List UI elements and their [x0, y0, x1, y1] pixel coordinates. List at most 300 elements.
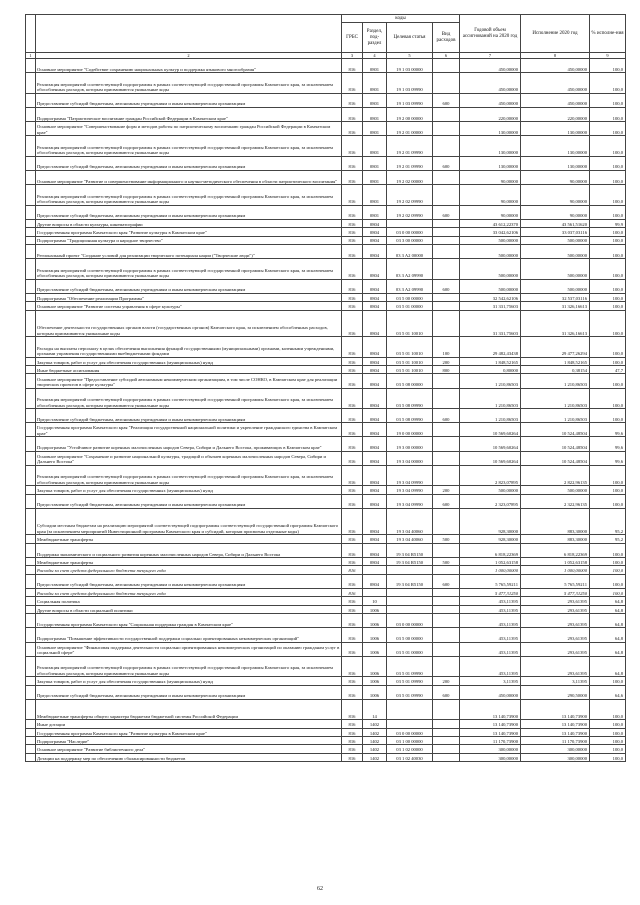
- row-grbs: 816: [342, 219, 363, 227]
- row-name: Дотации на поддержку мер по обеспечению сбалансированности бюджетов: [36, 753, 342, 761]
- row-num: [26, 728, 36, 736]
- row-num: [26, 374, 36, 388]
- row-target: [387, 699, 433, 720]
- grbs-header: ГРБС: [342, 23, 363, 53]
- row-grbs: 816: [342, 728, 363, 736]
- row-name: Реализация мероприятий соответствующей подпрограммы в рамках соответствующей государственной программы Камчатского края, за исключением обособленных расходов, которым присваиваются уникальные коды: [36, 465, 342, 486]
- vid-header: Вид расходов: [433, 23, 460, 53]
- row-annual: 13 140,73900: [460, 699, 521, 720]
- row-grbs: 816: [342, 366, 363, 374]
- row-grbs: 816: [342, 279, 363, 293]
- row-num: [26, 293, 36, 301]
- row-num: [26, 205, 36, 219]
- table-row: [26, 437, 626, 451]
- row-pct: 100,0: [590, 494, 626, 508]
- row-annual: 10 569,60264: [460, 437, 521, 451]
- row-exec: 10 524,48504: [521, 437, 590, 451]
- row-annual: 1 848,52165: [460, 357, 521, 365]
- table-row: [26, 656, 626, 677]
- row-pct: 100,0: [590, 122, 626, 136]
- row-name: Иные бюджетные ассигнования: [36, 366, 342, 374]
- row-num: [26, 236, 36, 244]
- row-annual: 300,00000: [460, 745, 521, 753]
- row-name: Подпрограмма "Повышение эффективности государственной поддержки социально ориентированных некоммерческих организаций": [36, 628, 342, 642]
- row-grbs: 816: [342, 293, 363, 301]
- row-name: Обеспечение деятельности государственных органов власти (государственных органов) Камчатского края, за исключением обособленных расходов, которым присваиваются уникальные коды: [36, 310, 342, 337]
- row-name: Государственная программа Камчатского края "Развитие культуры в Камчатском крае": [36, 728, 342, 736]
- row-num: [26, 310, 36, 337]
- row-vid: [433, 588, 460, 596]
- row-name: Другие вопросы в области социальной политики: [36, 605, 342, 613]
- table-row: [26, 73, 626, 94]
- row-exec: 13 140,73900: [521, 720, 590, 728]
- row-vid: [433, 465, 460, 486]
- row-pct: 100,0: [590, 388, 626, 409]
- row-annual: 130,00000: [460, 136, 521, 157]
- row-vid: [433, 437, 460, 451]
- row-razdel: 1006: [363, 656, 387, 677]
- row-razdel: 10: [363, 597, 387, 605]
- row-target: [387, 219, 433, 227]
- row-exec: 5 765,59211: [521, 574, 590, 588]
- row-vid: 500: [433, 558, 460, 566]
- row-pct: 100,0: [590, 310, 626, 337]
- row-pct: 64,8: [590, 656, 626, 677]
- row-vid: 600: [433, 205, 460, 219]
- row-vid: [433, 728, 460, 736]
- row-exec: 31 326,16613: [521, 310, 590, 337]
- row-vid: [433, 605, 460, 613]
- row-pct: 100,0: [590, 107, 626, 121]
- row-vid: [433, 642, 460, 656]
- row-annual: 450,00000: [460, 59, 521, 73]
- row-name: Расходы за счет средств федерального бюджета текущего года: [36, 566, 342, 574]
- row-vid: [433, 59, 460, 73]
- row-grbs: 816: [342, 236, 363, 244]
- row-grbs: 816: [342, 745, 363, 753]
- row-grbs: 816: [342, 737, 363, 745]
- row-name: Основное мероприятие "Развитие и совершенствование информационного и научно-методического обеспечения в области патриотического воспитания": [36, 170, 342, 184]
- table-row: [26, 259, 626, 280]
- row-exec: 6 818,22369: [521, 543, 590, 557]
- row-grbs: 816: [342, 409, 363, 423]
- row-num: [26, 753, 36, 761]
- row-grbs: 816: [342, 597, 363, 605]
- row-num: [26, 228, 36, 236]
- row-grbs: 816: [342, 388, 363, 409]
- row-razdel: 0804: [363, 388, 387, 409]
- row-grbs: 816: [342, 185, 363, 206]
- row-exec: 500,00000: [521, 259, 590, 280]
- table-row: [26, 170, 626, 184]
- row-annual: 5 765,59211: [460, 574, 521, 588]
- row-num: [26, 59, 36, 73]
- row-annual: 500,00000: [460, 259, 521, 280]
- row-grbs: 816: [342, 720, 363, 728]
- row-razdel: 0804: [363, 423, 387, 437]
- row-grbs: 816: [342, 136, 363, 157]
- table-row: [26, 685, 626, 699]
- row-pct: 100,0: [590, 136, 626, 157]
- row-grbs: 816: [342, 642, 363, 656]
- table-row: [26, 566, 626, 574]
- row-razdel: [363, 566, 387, 574]
- row-name: Поддержка экономического и социального развития коренных малочисленных народов Севера, Сибири и Дальнего Востока: [36, 543, 342, 557]
- razdel-header: Раздел, под-раздел: [363, 23, 387, 53]
- row-name: Основное мероприятие "Совершенствование форм и методов работы по патриотическому воспитанию граждан Российской Федерации в Камчатском крае": [36, 122, 342, 136]
- row-razdel: 0804: [363, 357, 387, 365]
- row-num: [26, 677, 36, 685]
- row-pct: 100,0: [590, 737, 626, 745]
- row-pct: 100,0: [590, 543, 626, 557]
- row-vid: 200: [433, 486, 460, 494]
- row-exec: 2 822,96135: [521, 465, 590, 486]
- row-exec: 10 524,48504: [521, 451, 590, 465]
- row-target: 03 5 01 09990: [387, 685, 433, 699]
- table-row: [26, 535, 626, 543]
- col-number: 5: [387, 53, 433, 59]
- row-pct: 100,0: [590, 374, 626, 388]
- row-grbs: 816: [342, 543, 363, 557]
- row-grbs: 816: [342, 122, 363, 136]
- row-razdel: 0804: [363, 219, 387, 227]
- row-exec: 2 322,96135: [521, 494, 590, 508]
- row-annual: 450,00000: [460, 685, 521, 699]
- row-annual: 130,00000: [460, 156, 521, 170]
- row-pct: 99,6: [590, 423, 626, 437]
- row-razdel: 0801: [363, 156, 387, 170]
- row-num: [26, 409, 36, 423]
- row-vid: [433, 656, 460, 677]
- row-vid: [433, 302, 460, 310]
- row-annual: 453,11395: [460, 628, 521, 642]
- row-annual: 928,30000: [460, 508, 521, 535]
- row-num: [26, 494, 36, 508]
- row-name: Подпрограмма "Традиционная культура и народное творчество": [36, 236, 342, 244]
- table-row: [26, 302, 626, 310]
- row-razdel: 0801: [363, 73, 387, 94]
- col-number: 3: [342, 53, 363, 59]
- row-target: 19 2 01 09990: [387, 136, 433, 157]
- row-razdel: 0804: [363, 310, 387, 337]
- row-pct: 100,0: [590, 337, 626, 358]
- row-name: Межбюджетные трансферты: [36, 535, 342, 543]
- row-annual: 1 052,63158: [460, 558, 521, 566]
- row-grbs: 816: [342, 685, 363, 699]
- table-body: [26, 59, 626, 762]
- row-exec: 500,00000: [521, 486, 590, 494]
- row-target: [387, 605, 433, 613]
- row-pct: 100,0: [590, 185, 626, 206]
- row-target: 19 3 04 40060: [387, 508, 433, 535]
- row-vid: [433, 566, 460, 574]
- row-num: [26, 366, 36, 374]
- row-num: [26, 628, 36, 642]
- row-num: [26, 642, 36, 656]
- row-target: [387, 720, 433, 728]
- row-vid: [433, 423, 460, 437]
- row-num: [26, 597, 36, 605]
- row-num: [26, 451, 36, 465]
- row-exec: 130,00000: [521, 122, 590, 136]
- row-target: 03 5 00 00000: [387, 293, 433, 301]
- row-num: [26, 543, 36, 557]
- row-exec: 1 848,52165: [521, 357, 590, 365]
- row-pct: 99,9: [590, 219, 626, 227]
- row-razdel: 1006: [363, 614, 387, 628]
- row-num: [26, 588, 36, 596]
- row-num: [26, 136, 36, 157]
- row-vid: [433, 259, 460, 280]
- row-target: 03 5 01 09990: [387, 656, 433, 677]
- table-row: [26, 156, 626, 170]
- row-target: 03 5 01 10010: [387, 366, 433, 374]
- row-num: [26, 423, 36, 437]
- row-exec: 290,50000: [521, 685, 590, 699]
- row-pct: 64,8: [590, 597, 626, 605]
- table-row: [26, 293, 626, 301]
- row-vid: [433, 310, 460, 337]
- table-row: [26, 357, 626, 365]
- row-exec: 90,00000: [521, 170, 590, 184]
- row-pct: 64,8: [590, 614, 626, 628]
- row-target: 19 3 04 R5150: [387, 574, 433, 588]
- row-vid: [433, 699, 460, 720]
- row-target: 19 3 04 09990: [387, 486, 433, 494]
- row-num: [26, 508, 36, 535]
- table-row: [26, 279, 626, 293]
- row-target: 03 3 A2 09990: [387, 279, 433, 293]
- table-row: [26, 93, 626, 107]
- row-target: 03 5 01 09990: [387, 677, 433, 685]
- row-exec: 43 561,51620: [521, 219, 590, 227]
- row-razdel: 0804: [363, 228, 387, 236]
- row-vid: [433, 73, 460, 94]
- row-exec: 220,00000: [521, 107, 590, 121]
- row-target: 19 3 04 R5150: [387, 543, 433, 557]
- row-exec: 90,00000: [521, 205, 590, 219]
- row-pct: 100,0: [590, 244, 626, 258]
- row-grbs: 816: [342, 656, 363, 677]
- row-annual: 453,11395: [460, 614, 521, 628]
- row-target: 19 2 02 00000: [387, 170, 433, 184]
- row-name: Основное мероприятие "Финансовая поддержка деятельности социально ориентированных некоммерческих организаций по оказанию гражданам услуг в социальной сфере": [36, 642, 342, 656]
- row-razdel: 0801: [363, 136, 387, 157]
- row-annual: 10 569,60264: [460, 451, 521, 465]
- row-grbs: 816: [342, 566, 363, 574]
- budget-table: [25, 14, 626, 762]
- table-row: [26, 597, 626, 605]
- row-grbs: 816: [342, 59, 363, 73]
- row-grbs: 816: [342, 205, 363, 219]
- row-grbs: 816: [342, 337, 363, 358]
- row-num: [26, 605, 36, 613]
- row-pct: 100,0: [590, 409, 626, 423]
- row-num: [26, 486, 36, 494]
- row-razdel: 1006: [363, 628, 387, 642]
- row-grbs: 816: [342, 605, 363, 613]
- row-name: Предоставление субсидий бюджетным, автономным учреждениям и иным некоммерческим организациям: [36, 494, 342, 508]
- row-num: [26, 259, 36, 280]
- row-exec: 3,11395: [521, 677, 590, 685]
- row-annual: 29 482,43438: [460, 337, 521, 358]
- row-name: Другие вопросы в области культуры, кинематографии: [36, 219, 342, 227]
- table-row: [26, 737, 626, 745]
- table-row: [26, 642, 626, 656]
- row-vid: [433, 219, 460, 227]
- row-num: [26, 574, 36, 588]
- row-grbs: 816: [342, 486, 363, 494]
- row-vid: 200: [433, 677, 460, 685]
- row-name: Подпрограмма "Наследие": [36, 737, 342, 745]
- row-vid: [433, 451, 460, 465]
- row-target: 03 1 02 00000: [387, 745, 433, 753]
- row-target: 19 0 00 00000: [387, 423, 433, 437]
- row-annual: 500,00000: [460, 279, 521, 293]
- row-target: 19 1 03 09990: [387, 93, 433, 107]
- table-row: [26, 451, 626, 465]
- row-annual: 453,11395: [460, 656, 521, 677]
- row-annual: 130,00000: [460, 122, 521, 136]
- row-grbs: 816: [342, 73, 363, 94]
- row-target: 19 3 04 00000: [387, 451, 433, 465]
- row-annual: 90,00000: [460, 170, 521, 184]
- row-pct: 100,0: [590, 228, 626, 236]
- row-vid: [433, 236, 460, 244]
- row-vid: 600: [433, 93, 460, 107]
- table-row: [26, 628, 626, 642]
- row-vid: [433, 228, 460, 236]
- row-annual: 33 042,62106: [460, 228, 521, 236]
- row-grbs: 816: [342, 437, 363, 451]
- row-target: 19 1 03 09990: [387, 73, 433, 94]
- row-razdel: 0801: [363, 107, 387, 121]
- table-row: [26, 508, 626, 535]
- row-grbs: 816: [342, 93, 363, 107]
- row-annual: 13 140,73900: [460, 728, 521, 736]
- row-annual: 3,11395: [460, 677, 521, 685]
- row-vid: [433, 543, 460, 557]
- row-vid: [433, 244, 460, 258]
- row-target: 03 5 01 00000: [387, 302, 433, 310]
- exec-header: Исполнение 2020 год: [521, 15, 590, 53]
- row-pct: 100,0: [590, 720, 626, 728]
- row-pct: 95,2: [590, 508, 626, 535]
- row-target: 03 5 01 10010: [387, 357, 433, 365]
- row-razdel: 0801: [363, 170, 387, 184]
- row-razdel: 1402: [363, 728, 387, 736]
- row-grbs: 816: [342, 423, 363, 437]
- row-pct: 100,0: [590, 753, 626, 761]
- row-pct: 47,7: [590, 366, 626, 374]
- row-grbs: 816: [342, 244, 363, 258]
- row-exec: 1 052,63158: [521, 558, 590, 566]
- row-razdel: 1402: [363, 745, 387, 753]
- row-target: 19 2 02 09990: [387, 205, 433, 219]
- row-razdel: 0804: [363, 374, 387, 388]
- row-name: Реализация мероприятий соответствующей подпрограммы в рамках соответствующей государственной программы Камчатского края, за исключением обособленных расходов, которым присваиваются уникальные коды: [36, 259, 342, 280]
- row-pct: 100,0: [590, 465, 626, 486]
- row-target: 03 3 A2 00000: [387, 244, 433, 258]
- row-target: 19 2 01 09990: [387, 156, 433, 170]
- row-name: Основное мероприятие "Предоставление субсидий автономным некоммерческим организациям, в том числе СОНКО, в Камчатском крае для реализации творческих проектов в сфере культуры": [36, 374, 342, 388]
- row-pct: 64,6: [590, 685, 626, 699]
- row-pct: 100,0: [590, 93, 626, 107]
- row-num: [26, 170, 36, 184]
- row-target: 19 3 04 09990: [387, 494, 433, 508]
- row-target: 19 3 00 00000: [387, 437, 433, 451]
- row-num: [26, 156, 36, 170]
- row-exec: 130,00000: [521, 156, 590, 170]
- row-vid: 600: [433, 409, 460, 423]
- row-razdel: 0804: [363, 558, 387, 566]
- table-row: [26, 728, 626, 736]
- target-header: Целевая статья: [387, 23, 433, 53]
- row-razdel: 0801: [363, 93, 387, 107]
- row-vid: [433, 597, 460, 605]
- col-number: 2: [36, 53, 342, 59]
- row-name: Закупка товаров, работ и услуг для обеспечения государственных (муниципальных) нужд: [36, 486, 342, 494]
- row-pct: 100,0: [590, 566, 626, 574]
- row-pct: 64,8: [590, 642, 626, 656]
- row-grbs: 816: [342, 156, 363, 170]
- table-row: [26, 205, 626, 219]
- row-name: Основное мероприятие "Сохранение и развитие национальной культуры, традиций и обычаев коренных малочисленных народов Севера, Сибири и Дальнего Востока": [36, 451, 342, 465]
- row-vid: 600: [433, 279, 460, 293]
- row-num: [26, 279, 36, 293]
- row-vid: 500: [433, 535, 460, 543]
- document-sheet: [25, 14, 625, 762]
- row-num: [26, 337, 36, 358]
- row-exec: 300,00000: [521, 745, 590, 753]
- row-name: Основное мероприятие "Развитие библиотечного дела": [36, 745, 342, 753]
- row-annual: 500,00000: [460, 486, 521, 494]
- row-razdel: 1006: [363, 605, 387, 613]
- table-row: [26, 310, 626, 337]
- row-vid: 200: [433, 357, 460, 365]
- row-razdel: 0804: [363, 409, 387, 423]
- row-name: Расходы за счет средств федерального бюджета текущего года: [36, 588, 342, 596]
- row-exec: 500,00000: [521, 236, 590, 244]
- row-exec: 293,61395: [521, 656, 590, 677]
- row-exec: 32 537,03116: [521, 293, 590, 301]
- row-razdel: 1006: [363, 677, 387, 685]
- col-number: 7: [460, 53, 521, 59]
- table-row: [26, 614, 626, 628]
- row-name: Предоставление субсидий бюджетным, автономным учреждениям и иным некоммерческим организациям: [36, 409, 342, 423]
- row-razdel: 0804: [363, 451, 387, 465]
- row-pct: 100,0: [590, 486, 626, 494]
- row-vid: [433, 737, 460, 745]
- row-pct: 100,0: [590, 728, 626, 736]
- row-annual: 1 210,86503: [460, 374, 521, 388]
- row-num: [26, 558, 36, 566]
- row-annual: 500,00000: [460, 236, 521, 244]
- row-exec: 1 000,00000: [521, 566, 590, 574]
- row-grbs: 816: [342, 374, 363, 388]
- row-razdel: 0804: [363, 486, 387, 494]
- row-name: Подпрограмма "Обеспечение реализации Программы": [36, 293, 342, 301]
- row-name: Реализация мероприятий соответствующей подпрограммы в рамках соответствующей государственной программы Камчатского края, за исключением обособленных расходов, которым присваиваются уникальные коды: [36, 136, 342, 157]
- row-exec: 90,00000: [521, 185, 590, 206]
- row-name: Предоставление субсидий бюджетным, автономным учреждениям и иным некоммерческим организациям: [36, 93, 342, 107]
- row-annual: 220,00000: [460, 107, 521, 121]
- row-exec: 293,61395: [521, 642, 590, 656]
- row-exec: 450,00000: [521, 73, 590, 94]
- row-pct: 100,0: [590, 205, 626, 219]
- row-target: 03 5 08 09990: [387, 409, 433, 423]
- table-row: [26, 558, 626, 566]
